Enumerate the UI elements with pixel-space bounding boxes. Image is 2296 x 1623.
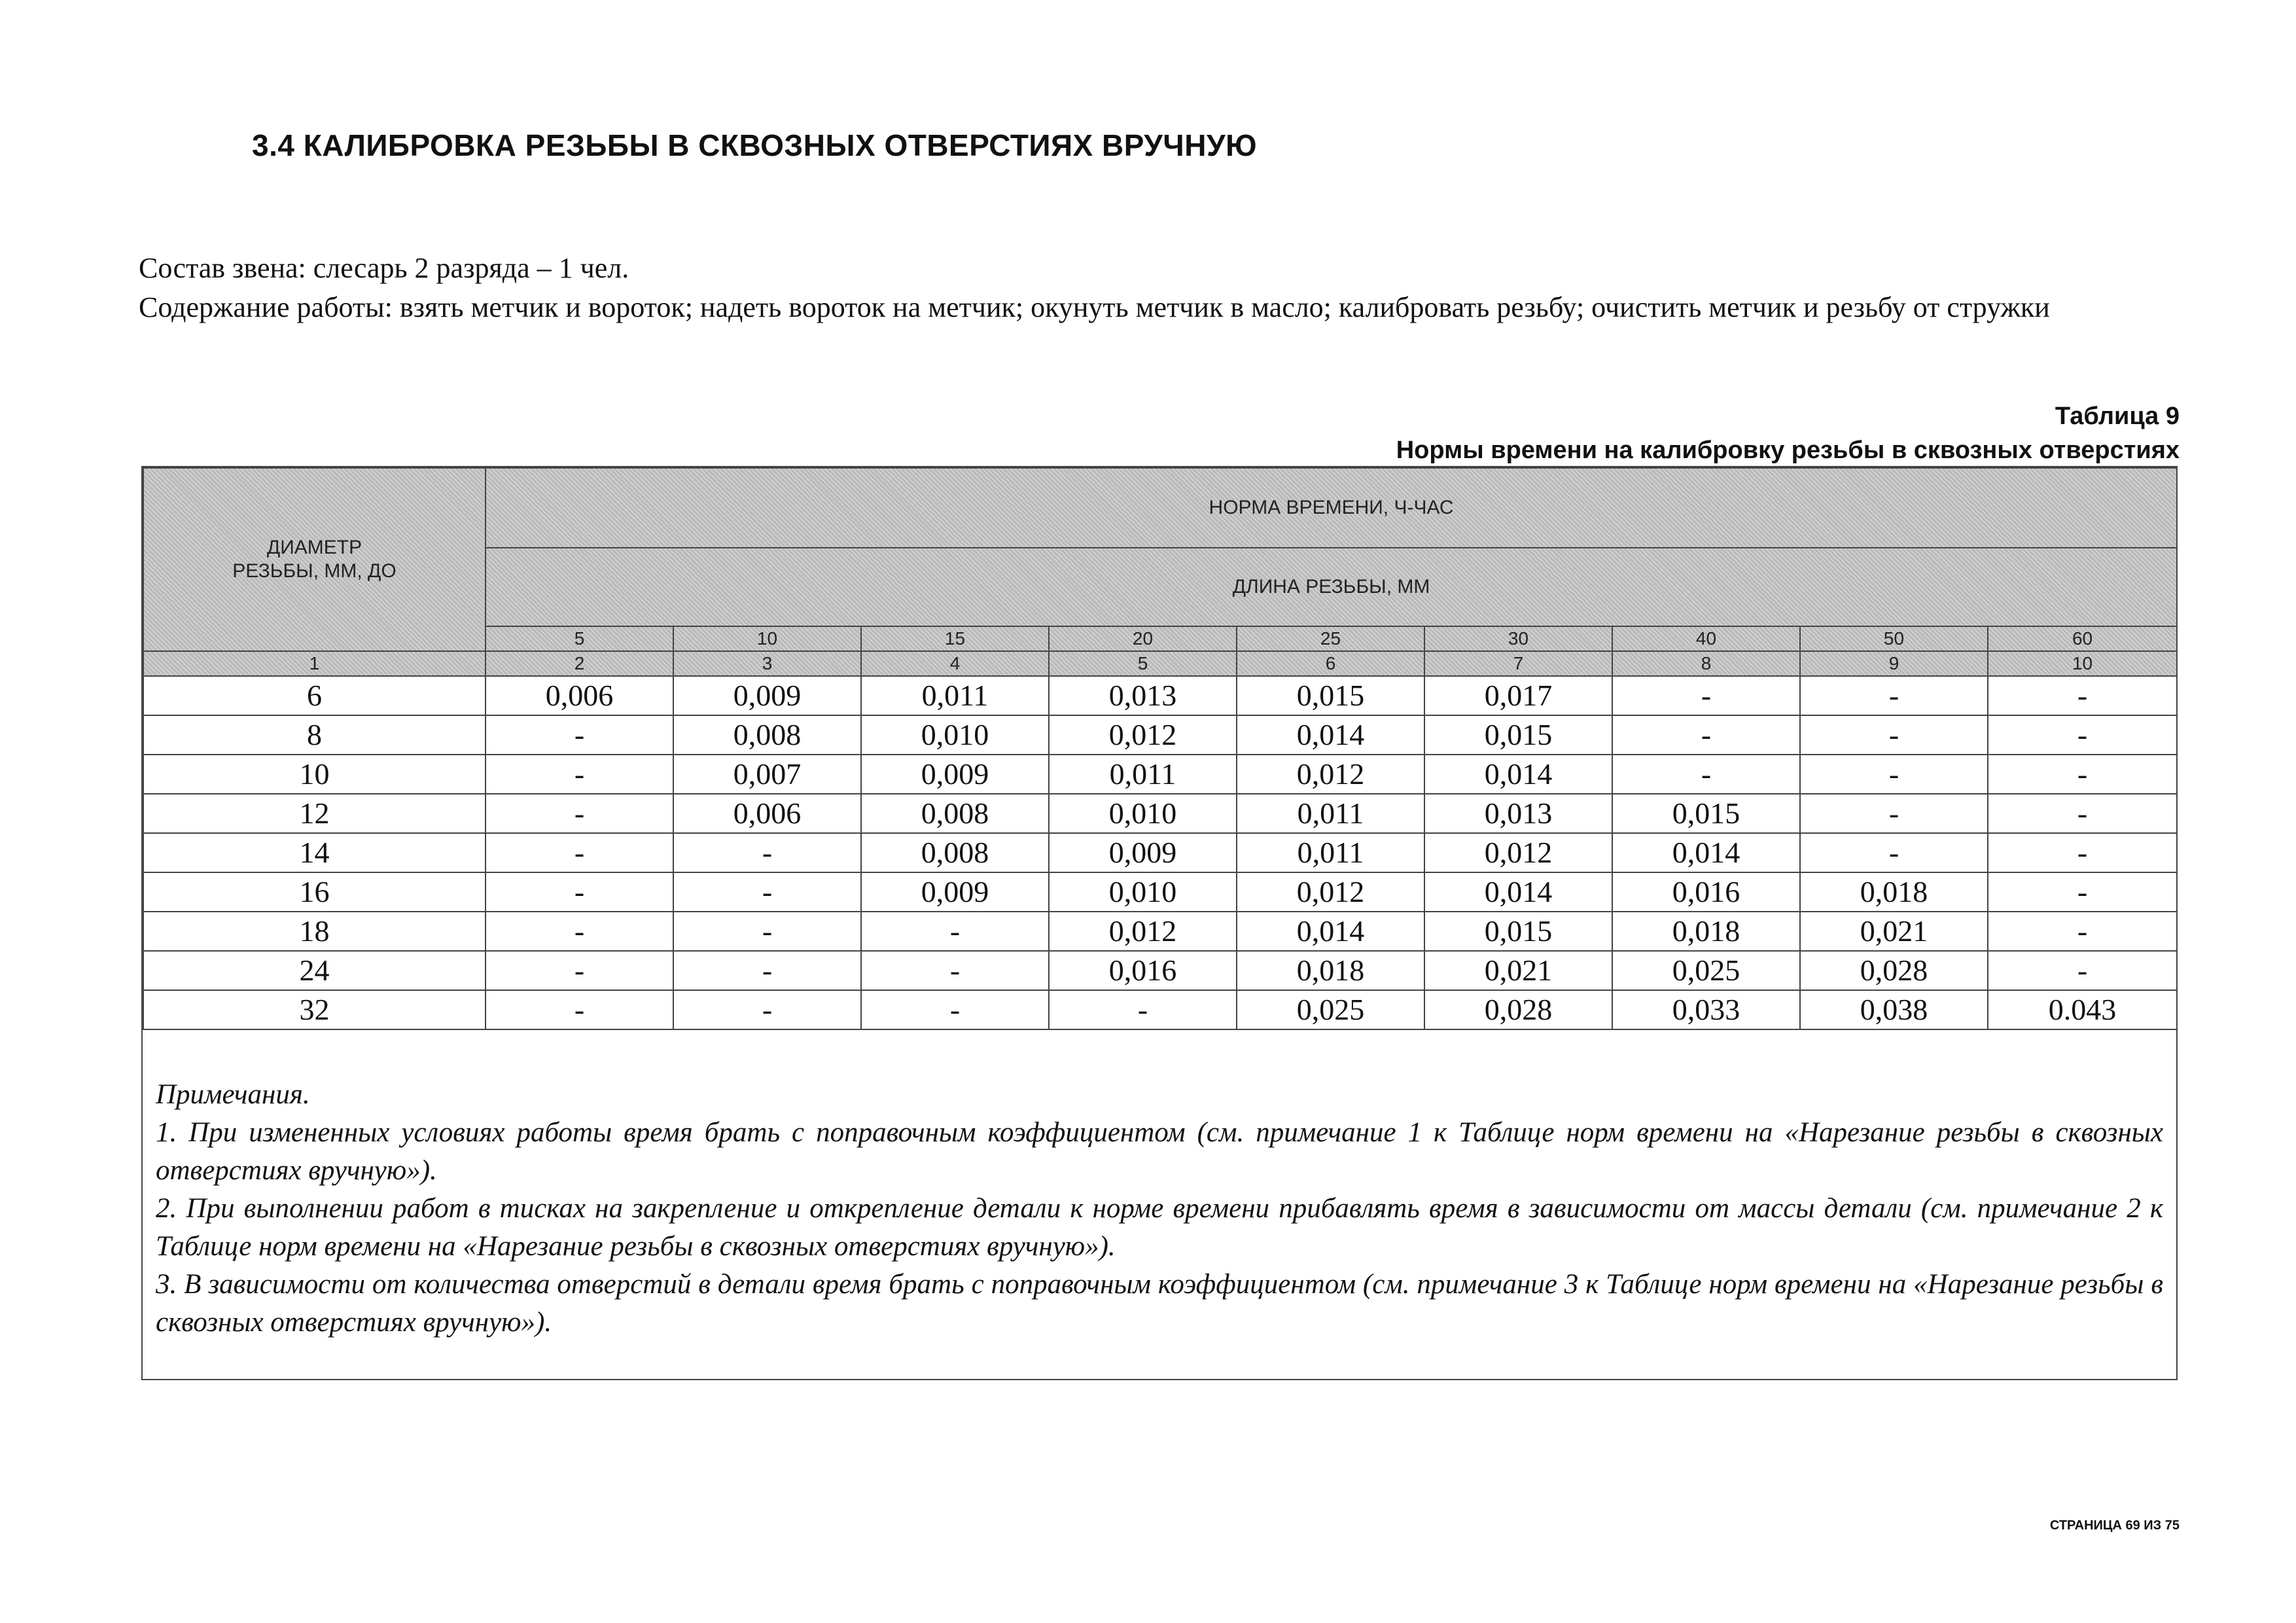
norm-cell: -	[1612, 715, 1800, 755]
table-row	[143, 715, 2177, 755]
norm-cell: 0,038	[1800, 990, 1988, 1029]
norm-cell: -	[673, 990, 861, 1029]
norm-cell: 0,018	[1237, 951, 1424, 990]
note-item: 3. В зависимости от количества отверстий в детали время брать с поправочным коэффициентом (см. примечание 3 к Таблице норм времени на «Нарезание резьбы в сквозных отверстиях вручную»).	[156, 1269, 2163, 1338]
table-row	[143, 912, 2177, 951]
page-number: СТРАНИЦА 69 ИЗ 75	[2049, 1518, 2180, 1533]
header-column-number: 3	[673, 651, 861, 676]
header-length-cell: 5	[486, 626, 673, 651]
norm-cell: -	[861, 990, 1049, 1029]
work-content-line: Содержание работы: взять метчик и вороток; надеть вороток на метчик; окунуть метчик в масло; калибровать резьбу; очистить метчик и резьбу от стружки	[139, 291, 2050, 323]
note-item: 1. При измененных условиях работы время брать с поправочным коэффициентом (см. примечание 1 к Таблице норм времени на «Нарезание резьбы в сквозных отверстиях вручную»).	[156, 1117, 2163, 1186]
diameter-cell: 32	[143, 990, 486, 1029]
norm-cell: -	[1800, 755, 1988, 794]
header-column-number: 2	[486, 651, 673, 676]
norm-cell: 0,012	[1237, 872, 1424, 912]
header-length-cell: 10	[673, 626, 861, 651]
table-row	[143, 755, 2177, 794]
header-column-number: 4	[861, 651, 1049, 676]
diameter-cell: 8	[143, 715, 486, 755]
notes-heading: Примечания.	[156, 1079, 310, 1110]
norm-cell: 0,012	[1237, 755, 1424, 794]
norm-cell: -	[1612, 755, 1800, 794]
header-length-cell: 30	[1424, 626, 1612, 651]
norm-cell: -	[1049, 990, 1237, 1029]
norm-cell: 0,016	[1049, 951, 1237, 990]
diameter-cell: 12	[143, 794, 486, 833]
norm-cell: 0.043	[1988, 990, 2177, 1029]
norm-cell: -	[673, 912, 861, 951]
norm-cell: -	[673, 951, 861, 990]
header-diameter: ДИАМЕТР РЕЗЬБЫ, ММ, ДО	[143, 468, 486, 651]
norm-cell: -	[673, 833, 861, 872]
table-row	[143, 833, 2177, 872]
norm-cell: 0,011	[1237, 794, 1424, 833]
norm-cell: 0,018	[1612, 912, 1800, 951]
norm-cell: 0,012	[1049, 912, 1237, 951]
norm-cell: 0,010	[1049, 794, 1237, 833]
notes	[156, 1076, 2163, 1342]
norm-cell: 0,010	[861, 715, 1049, 755]
norm-cell: -	[861, 951, 1049, 990]
norm-cell: -	[486, 833, 673, 872]
diameter-cell: 24	[143, 951, 486, 990]
norm-cell: 0,009	[861, 872, 1049, 912]
norm-cell: -	[1988, 872, 2177, 912]
norm-cell: -	[486, 912, 673, 951]
header-column-numbers-row	[143, 651, 2177, 676]
header-length-cell: 15	[861, 626, 1049, 651]
norm-cell: -	[486, 951, 673, 990]
table-block	[141, 466, 2178, 1380]
norm-cell: -	[1988, 912, 2177, 951]
norm-cell: -	[1612, 676, 1800, 715]
header-length-cell: 50	[1800, 626, 1988, 651]
norm-cell: 0,012	[1049, 715, 1237, 755]
norm-cell: 0,008	[673, 715, 861, 755]
norm-cell: 0,015	[1424, 715, 1612, 755]
header-column-number: 1	[143, 651, 486, 676]
header-column-number: 9	[1800, 651, 1988, 676]
diameter-cell: 10	[143, 755, 486, 794]
header-length-cell: 25	[1237, 626, 1424, 651]
header-length: ДЛИНА РЕЗЬБЫ, ММ	[486, 548, 2177, 626]
table-row	[143, 794, 2177, 833]
header-column-number: 7	[1424, 651, 1612, 676]
diameter-cell: 14	[143, 833, 486, 872]
norm-cell: 0,016	[1612, 872, 1800, 912]
norm-cell: -	[1988, 951, 2177, 990]
norm-cell: 0,033	[1612, 990, 1800, 1029]
norm-cell: -	[486, 872, 673, 912]
norm-cell: 0,009	[861, 755, 1049, 794]
norm-cell: 0,014	[1237, 715, 1424, 755]
norm-cell: 0,006	[486, 676, 673, 715]
header-length-cell: 60	[1988, 626, 2177, 651]
table-row	[143, 990, 2177, 1029]
header-length-cell: 40	[1612, 626, 1800, 651]
norm-cell: 0,028	[1424, 990, 1612, 1029]
header-norm: НОРМА ВРЕМЕНИ, Ч-ЧАС	[486, 468, 2177, 548]
table-caption	[1396, 399, 2180, 467]
norm-cell: -	[1800, 794, 1988, 833]
norm-cell: 0,021	[1800, 912, 1988, 951]
table-number: Таблица 9	[2055, 402, 2180, 430]
table-row	[143, 676, 2177, 715]
intro-text	[139, 249, 2180, 327]
diameter-cell: 6	[143, 676, 486, 715]
norm-cell: 0,009	[673, 676, 861, 715]
norm-cell: 0,011	[1049, 755, 1237, 794]
header-column-number: 6	[1237, 651, 1424, 676]
norm-cell: 0,006	[673, 794, 861, 833]
norm-cell: -	[486, 755, 673, 794]
norm-cell: 0,015	[1612, 794, 1800, 833]
norm-cell: 0,018	[1800, 872, 1988, 912]
diameter-cell: 16	[143, 872, 486, 912]
norm-cell: -	[673, 872, 861, 912]
table-row	[143, 951, 2177, 990]
norm-cell: 0,008	[861, 833, 1049, 872]
norm-cell: 0,025	[1612, 951, 1800, 990]
crew-line: Состав звена: слесарь 2 разряда – 1 чел.	[139, 252, 629, 284]
norm-cell: 0,011	[861, 676, 1049, 715]
norm-cell: 0,011	[1237, 833, 1424, 872]
table-row	[143, 872, 2177, 912]
header-length-cell: 20	[1049, 626, 1237, 651]
norm-cell: 0,010	[1049, 872, 1237, 912]
norm-cell: -	[1988, 833, 2177, 872]
norm-cell: 0,014	[1612, 833, 1800, 872]
diameter-cell: 18	[143, 912, 486, 951]
norm-cell: 0,014	[1424, 872, 1612, 912]
norm-cell: -	[1988, 794, 2177, 833]
norms-table	[143, 467, 2178, 1030]
norm-cell: 0,013	[1049, 676, 1237, 715]
norm-cell: -	[1800, 676, 1988, 715]
norm-cell: -	[1988, 676, 2177, 715]
norm-cell: -	[861, 912, 1049, 951]
norm-cell: -	[486, 794, 673, 833]
note-item: 2. При выполнении работ в тисках на закрепление и открепление детали к норме времени прибавлять время в зависимости от массы детали (см. примечание 2 к Таблице норм времени на «Нарезание резьбы в сквозных отверстиях вручную»).	[156, 1193, 2163, 1262]
norm-cell: -	[1988, 755, 2177, 794]
norm-cell: -	[1800, 833, 1988, 872]
norm-cell: -	[1988, 715, 2177, 755]
norm-cell: 0,015	[1424, 912, 1612, 951]
norm-cell: 0,025	[1237, 990, 1424, 1029]
norm-cell: 0,008	[861, 794, 1049, 833]
norm-cell: 0,014	[1237, 912, 1424, 951]
norm-cell: -	[486, 990, 673, 1029]
norm-cell: 0,013	[1424, 794, 1612, 833]
norm-cell: 0,028	[1800, 951, 1988, 990]
norm-cell: 0,009	[1049, 833, 1237, 872]
table-title: Нормы времени на калибровку резьбы в сквозных отверстиях	[1396, 437, 2180, 464]
norm-cell: 0,007	[673, 755, 861, 794]
norm-cell: 0,015	[1237, 676, 1424, 715]
norm-cell: 0,014	[1424, 755, 1612, 794]
norm-cell: -	[1800, 715, 1988, 755]
norm-cell: -	[486, 715, 673, 755]
norm-cell: 0,012	[1424, 833, 1612, 872]
norm-cell: 0,021	[1424, 951, 1612, 990]
header-column-number: 8	[1612, 651, 1800, 676]
page-title: 3.4 КАЛИБРОВКА РЕЗЬБЫ В СКВОЗНЫХ ОТВЕРСТИЯХ ВРУЧНУЮ	[252, 128, 1258, 162]
header-column-number: 10	[1988, 651, 2177, 676]
norm-cell: 0,017	[1424, 676, 1612, 715]
header-column-number: 5	[1049, 651, 1237, 676]
